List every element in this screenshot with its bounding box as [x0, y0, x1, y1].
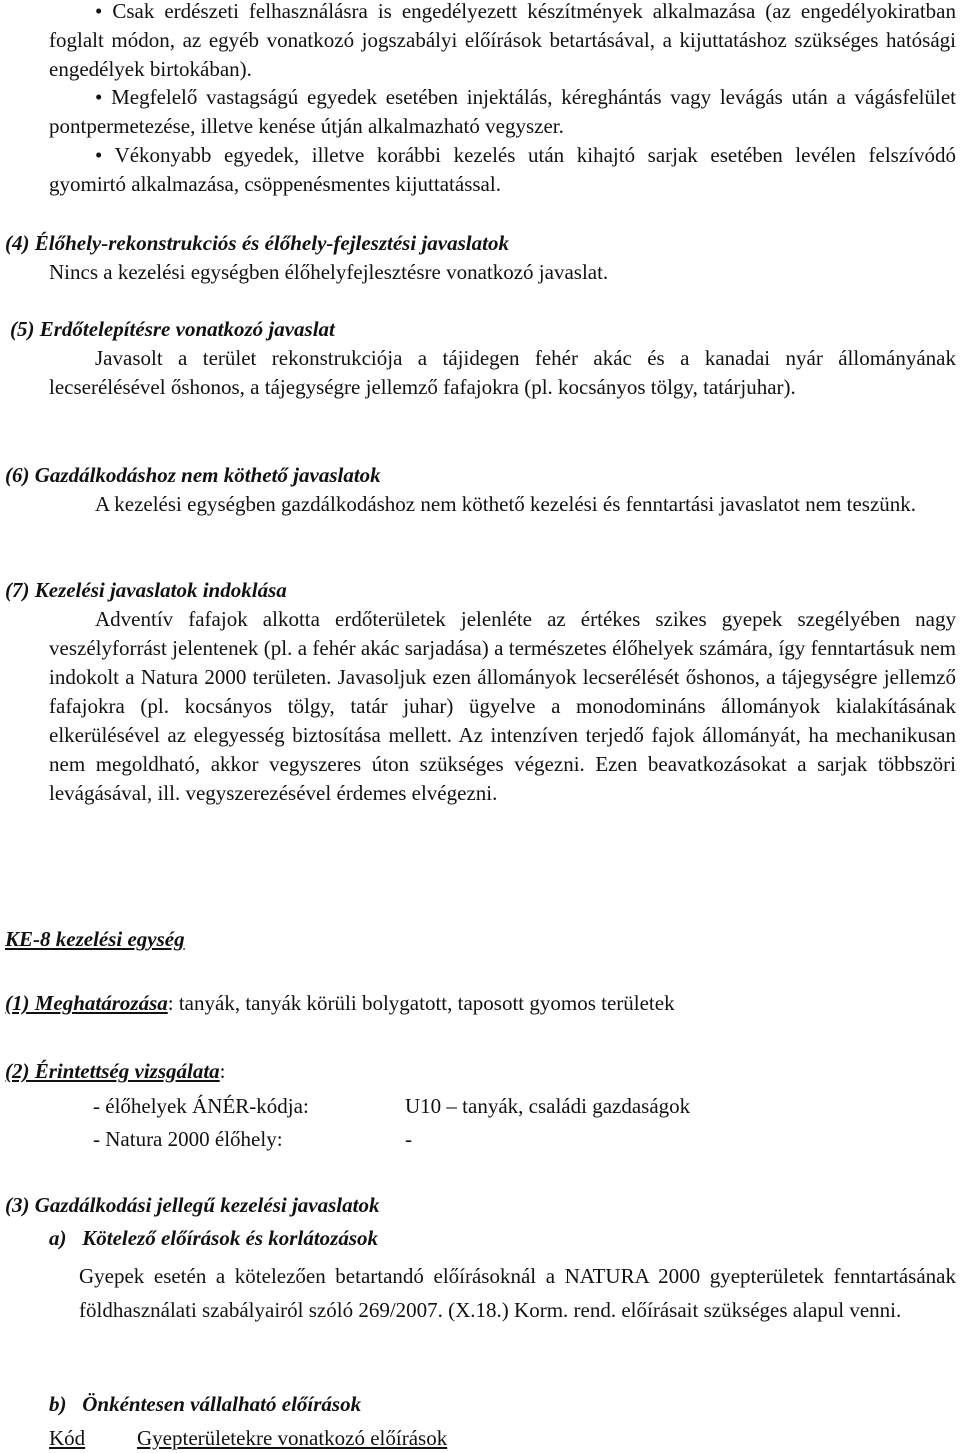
- ke8-a-text: Gyepek esetén a kötelezően betartandó előírásoknál a NATURA 2000 gyepterületek fenntartásának földhasználati szabályairól szóló 269/2007. (X.18.) Korm. rend. előírásait szükséges alapul venni.: [79, 1264, 956, 1322]
- aner-label: - élőhelyek ÁNÉR-kódja:: [93, 1094, 309, 1118]
- section-4-text: Nincs a kezelési egységben élőhelyfejlesztésre vonatkozó javaslat.: [49, 260, 609, 284]
- aner-value: U10 – tanyák, családi gazdaságok: [405, 1094, 691, 1118]
- ke8-definition: [5, 989, 675, 1018]
- table-header-desc: Gyepterületekre vonatkozó előírások: [137, 1426, 448, 1450]
- ke8-a-title: a) Kötelező előírások és korlátozások: [49, 1226, 378, 1250]
- ke8-title: KE-8 kezelési egység: [5, 927, 185, 951]
- section-5-title: (5) Erdőtelepítésre vonatkozó javaslat: [10, 317, 335, 341]
- ke8-section-3-title: (3) Gazdálkodási jellegű kezelési javaslatok: [5, 1193, 380, 1217]
- ke8-b-title: b) Önkéntesen vállalható előírások: [49, 1392, 362, 1416]
- section-5-text: Javasolt a terület rekonstrukciója a tájidegen fehér akác és a kanadai nyár állományának lecserélésével őshonos, a tájegységre jellemző fafajokra (pl. kocsányos tölgy, tatárjuhar).: [49, 346, 956, 399]
- ke8-definition-label: (1) Meghatározása: [5, 991, 168, 1015]
- natura-label: - Natura 2000 élőhely:: [93, 1127, 283, 1151]
- bullet-3: • Vékonyabb egyedek, illetve korábbi kezelés után kihajtó sarjak esetében levélen felszívódó gyomirtó alkalmazása, csöppenésmentes kijuttatással.: [49, 143, 956, 196]
- section-6-title: (6) Gazdálkodáshoz nem köthető javaslatok: [5, 463, 381, 487]
- section-7-text: Adventív fafajok alkotta erdőterületek jelenléte az értékes szikes gyepek szegélyében nagy veszélyforrást jelentenek (pl. a fehér akác sarjadása) a természetes élőhelyek számára, így fenntartásuk nem indokolt a Natura 2000 területen. Javasoljuk ezen állományok lecserélését őshonos, a tájegységre jellemző fafajokra (pl. kocsányos tölgy, tatár juhar) ügyelve a monodomináns állományok kialakításának elkerülésével az elegyesség biztosítása mellett. Az intenzíven terjedő fajok állományát, ha mechanikusan nem megoldható, akkor vegyszeres úton szükséges végezni. Ezen beavatkozásokat a sarjak többszöri levágásával, ill. vegyszerezésével érdemes elvégezni.: [49, 607, 956, 805]
- section-4-title: (4) Élőhely-rekonstrukciós és élőhely-fejlesztési javaslatok: [5, 231, 509, 255]
- table-header-code: Kód: [49, 1426, 86, 1450]
- ke8-erintettseg: [5, 1057, 226, 1086]
- bullet-1: • Csak erdészeti felhasználásra is engedélyezett készítmények alkalmazása (az engedélyokiratban foglalt módon, az egyéb vonatkozó jogszabályi előírások betartásával, a kijuttatáshoz szükséges hatósági engedélyek birtokában).: [49, 0, 956, 81]
- ke8-erintettseg-label: (2) Érintettség vizsgálata: [5, 1059, 220, 1083]
- bullet-2: • Megfelelő vastagságú egyedek esetében injektálás, kéreghántás vagy levágás után a vágásfelület pontpermetezése, illetve kenése útján alkalmazható vegyszer.: [49, 85, 956, 138]
- ke8-erintettseg-colon: :: [219, 1059, 226, 1083]
- ke8-definition-text: : tanyák, tanyák körüli bolygatott, taposott gyomos területek: [167, 991, 675, 1015]
- section-6-text: A kezelési egységben gazdálkodáshoz nem köthető kezelési és fenntartási javaslatot nem teszünk.: [95, 492, 917, 516]
- natura-value: -: [405, 1127, 412, 1151]
- section-7-title: (7) Kezelési javaslatok indoklása: [5, 578, 287, 602]
